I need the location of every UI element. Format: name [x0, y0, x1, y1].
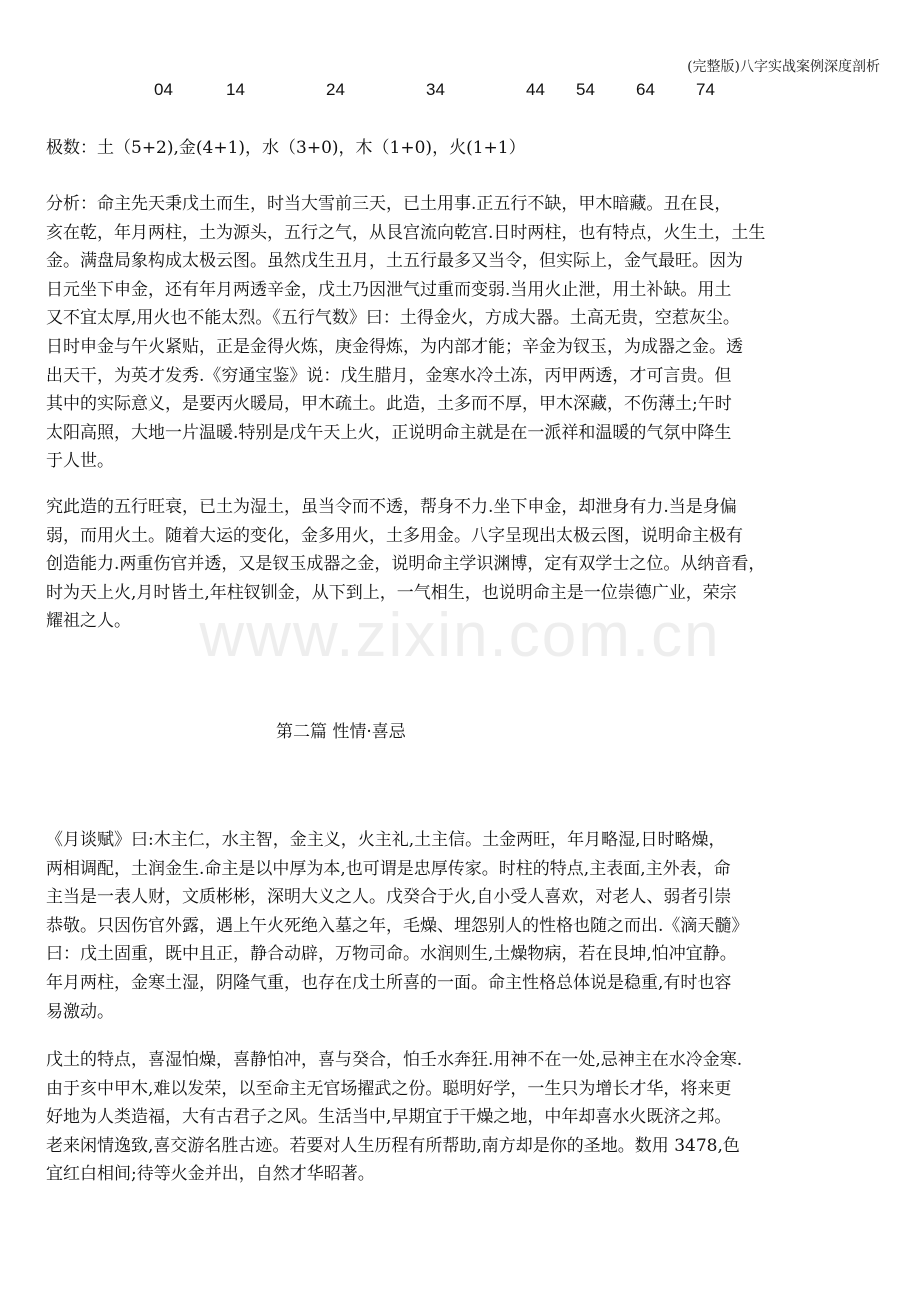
- age-label: 44: [526, 80, 545, 99]
- text-line: 由于亥中甲木,难以发荣，以至命主无官场擢武之份。聪明好学，一生只为增长才华，将来更: [46, 1078, 732, 1099]
- age-label: 04: [154, 80, 173, 99]
- text-line: 宜红白相间;待等火金并出，自然才华昭著。: [46, 1164, 375, 1185]
- text-line: 戊土的特点，喜湿怕燥，喜静怕冲，喜与癸合，怕壬水奔狂.用神不在一处,忌神主在水冷金寒.: [46, 1050, 743, 1070]
- text-line: 创造能力.两重伤官并透，又是钗玉成器之金，说明命主学识渊博，定有双学士之位。从纳音看，: [46, 554, 766, 575]
- text-line: 曰：戊土固重，既中且正，静合动辟，万物司命。水润则生,土燥物病，若在艮坤,怕冲宜静。: [46, 944, 737, 965]
- score-line: [46, 134, 882, 163]
- age-label: 74: [696, 80, 715, 99]
- text-line: 日时申金与午火紧贴，正是金得火炼，庚金得炼，为内部才能；辛金为钗玉，为成器之金。透: [46, 336, 743, 357]
- text-line: 于人世。: [46, 451, 114, 472]
- text-line: 两相调配，土润金生.命主是以中厚为本,也可谓是忠厚传家。时柱的特点,主表面,主外表，命: [46, 858, 731, 879]
- text-line: 老来闲情逸致,喜交游名胜古迹。若要对人生历程有所帮助,南方却是你的圣地。数用 3478,色: [46, 1135, 740, 1156]
- text-line: 耀祖之人。: [46, 611, 131, 632]
- age-row: [0, 80, 920, 102]
- age-label: 54: [576, 80, 595, 99]
- text-line: 易激动。: [46, 1001, 114, 1022]
- text-line: 时为天上火,月时皆土,年柱钗钏金，从下到上，一气相生，也说明命主是一位崇德广业，荣宗: [46, 582, 737, 603]
- watermark: www.zixin.com.cn: [199, 601, 721, 670]
- personality-paragraph: [46, 826, 882, 1026]
- text-line: 恭敬。只因伤官外露，遇上午火死绝入墓之年，毛燥、埋怨别人的性格也随之而出.《滴天髓》: [46, 915, 749, 936]
- text-line: 其中的实际意义，是要丙火暖局，甲木疏土。此造，土多而不厚，甲木深藏，不伤薄土;午时: [46, 394, 732, 415]
- age-label: 64: [636, 80, 655, 99]
- text-line: 年月两柱，金寒土湿，阴隆气重，也存在戊土所喜的一面。命主性格总体说是稳重,有时也容: [46, 972, 732, 993]
- score-text: 极数：土（5+2),金(4+1)，水（3+0)，木（1+0)，火(1+1）: [46, 138, 526, 158]
- text-line: 出天干，为英才发秀.《穷通宝鉴》说：戊生腊月，金寒水冷土冻，丙甲两透，才可言贵。但: [46, 365, 732, 386]
- text-line: 主当是一表人财，文质彬彬，深明大义之人。戊癸合于火,自小受人喜欢，对老人、弱者引崇: [46, 887, 732, 908]
- preferences-paragraph: [46, 1046, 882, 1189]
- age-label: 14: [226, 80, 245, 99]
- strength-paragraph: [46, 493, 882, 636]
- text-line: 弱，而用火土。随着大运的变化，金多用火，土多用金。八字呈现出太极云图，说明命主极有: [46, 525, 743, 546]
- age-label: 34: [426, 80, 445, 99]
- text-line: 又不宜太厚,用火也不能太烈。《五行气数》曰：土得金火，方成大器。土高无贵，空惹灰尘。: [46, 308, 740, 329]
- text-line: 金。满盘局象构成太极云图。虽然戊生丑月，土五行最多又当令，但实际上，金气最旺。因为: [46, 251, 743, 272]
- text-line: 日元坐下申金，还有年月两透辛金，戊土乃因泄气过重而变弱.当用火止泄，用土补缺。用土: [46, 279, 732, 300]
- text-line: 究此造的五行旺衰，已土为湿土，虽当令而不透，帮身不力.坐下申金，却泄身有力.当是身偏: [46, 497, 737, 517]
- text-line: 分析：命主先天秉戊土而生，时当大雪前三天，已土用事.正五行不缺，甲木暗藏。丑在艮，: [46, 194, 732, 214]
- text-line: 太阳高照，大地一片温暖.特别是戊午天上火，正说明命主就是在一派祥和温暖的气氛中降生: [46, 422, 732, 443]
- text-line: 《月谈赋》曰:木主仁，水主智，金主义，火主礼,土主信。土金两旺，年月略湿,日时略燥，: [46, 830, 726, 850]
- section-title: 第二篇 性情·喜忌: [276, 722, 406, 742]
- age-label: 24: [326, 80, 345, 99]
- text-line: 亥在乾，年月两柱，土为源头，五行之气，从艮宫流向乾宫.日时两柱，也有特点，火生土，土生: [46, 222, 766, 243]
- analysis-paragraph: [46, 190, 882, 476]
- text-line: 好地为人类造福，大有古君子之风。生活当中,早期宜于干燥之地，中年却喜水火既济之邦。: [46, 1107, 732, 1128]
- page-header: (完整版)八字实战案例深度剖析: [687, 59, 880, 75]
